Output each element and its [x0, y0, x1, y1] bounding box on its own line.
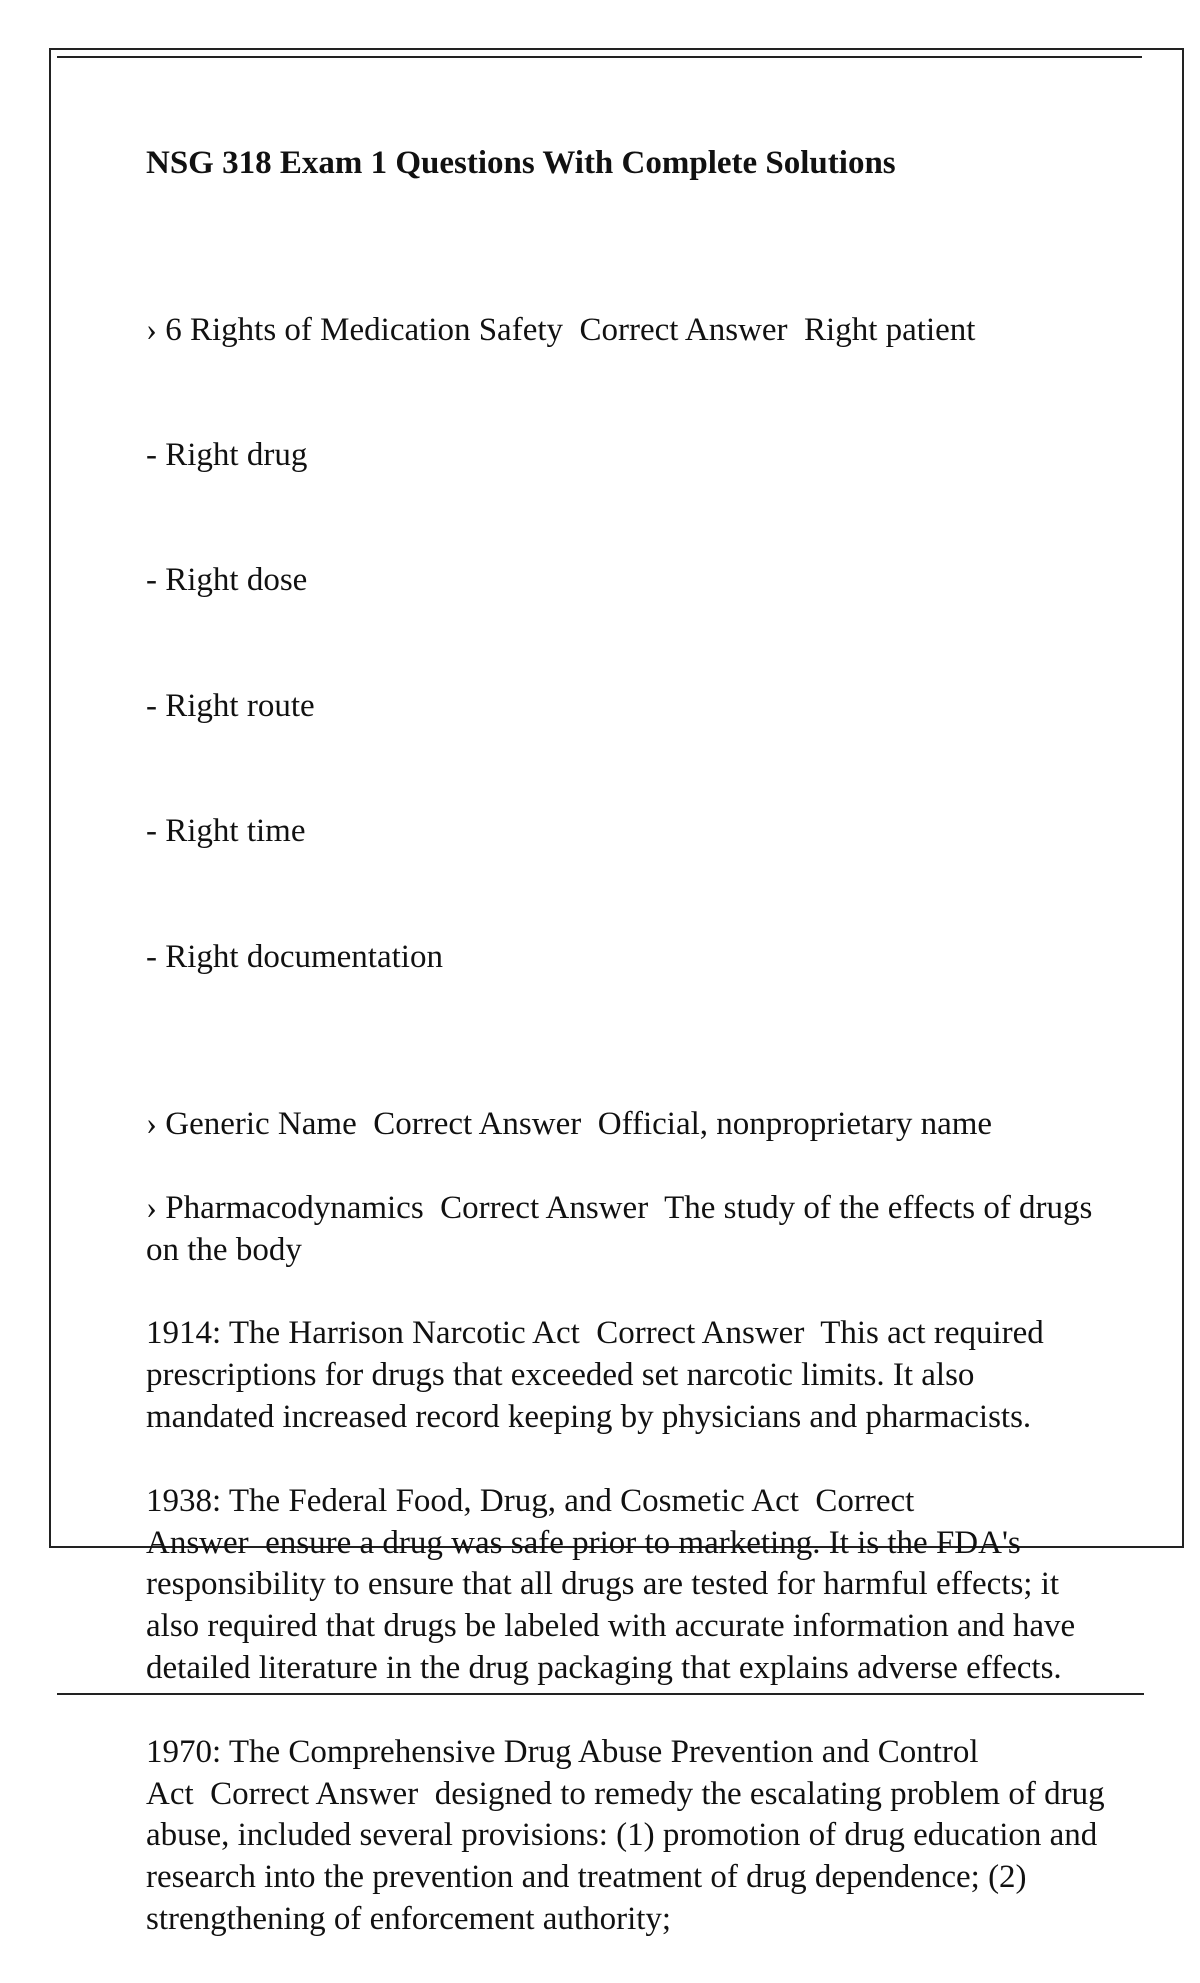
- answer-label: Correct Answer: [596, 1315, 805, 1352]
- question-text: 1914: The Harrison Narcotic Act: [146, 1315, 580, 1352]
- qa-entry-drug-abuse-act: [146, 1732, 1113, 1941]
- qa-first-line: [146, 310, 1106, 352]
- answer-label: Correct Answer: [440, 1189, 649, 1226]
- question-text: 1970: The Comprehensive Drug Abuse Prevention and Control Act: [146, 1733, 985, 1812]
- document-body: [146, 142, 1113, 1983]
- question-text: 1938: The Federal Food, Drug, and Cosmetic Act: [146, 1482, 799, 1519]
- question-text: › 6 Rights of Medication Safety: [146, 311, 564, 348]
- document-title: NSG 318 Exam 1 Questions With Complete Solutions: [146, 145, 896, 181]
- answer-text: ensure a drug was safe prior to marketing. It is the FDA's responsibility to ensure that all drugs are tested for harmful effects; it also required that drugs be labeled with accurate information and have detailed literature in the drug packaging that explains adverse effects.: [146, 1524, 1084, 1686]
- qa-entry-pharmacodynamics: [146, 1188, 1106, 1272]
- answer-label: Correct Answer: [146, 1482, 921, 1561]
- qa-entry-medication-rights: [146, 226, 1106, 1062]
- answer-label: Correct Answer: [373, 1105, 582, 1142]
- answer-label: Correct Answer: [579, 311, 788, 348]
- list-item: - Right route: [146, 687, 315, 724]
- qa-entry-generic-name: [146, 1104, 1106, 1146]
- header-rule: [57, 56, 1142, 58]
- answer-text: designed to remedy the escalating problem of drug abuse, included several provisions: (1) promotion of drug education and research into the prevention and treatment of drug dependence; (2) strengthening of enforcement authority;: [146, 1775, 1113, 1937]
- qa-entry-harrison-act: [146, 1313, 1106, 1438]
- answer-text: The study of the effects of drugs on the body: [146, 1189, 1101, 1268]
- question-text: › Pharmacodynamics: [146, 1189, 424, 1226]
- answer-text: Official, nonproprietary name: [597, 1105, 993, 1142]
- list-item: - Right time: [146, 813, 306, 850]
- list-item: - Right drug: [146, 436, 308, 473]
- qa-entry-fdc-act: [146, 1481, 1106, 1690]
- list-item: - Right documentation: [146, 938, 443, 975]
- answer-label: Correct Answer: [210, 1775, 419, 1812]
- list-item: - Right dose: [146, 562, 308, 599]
- answer-text: Right patient: [804, 311, 976, 348]
- question-text: › Generic Name: [146, 1105, 357, 1142]
- answer-text: This act required prescriptions for drugs that exceeded set narcotic limits. It also mandated increased record keeping by physicians and pharmacists.: [146, 1315, 1053, 1435]
